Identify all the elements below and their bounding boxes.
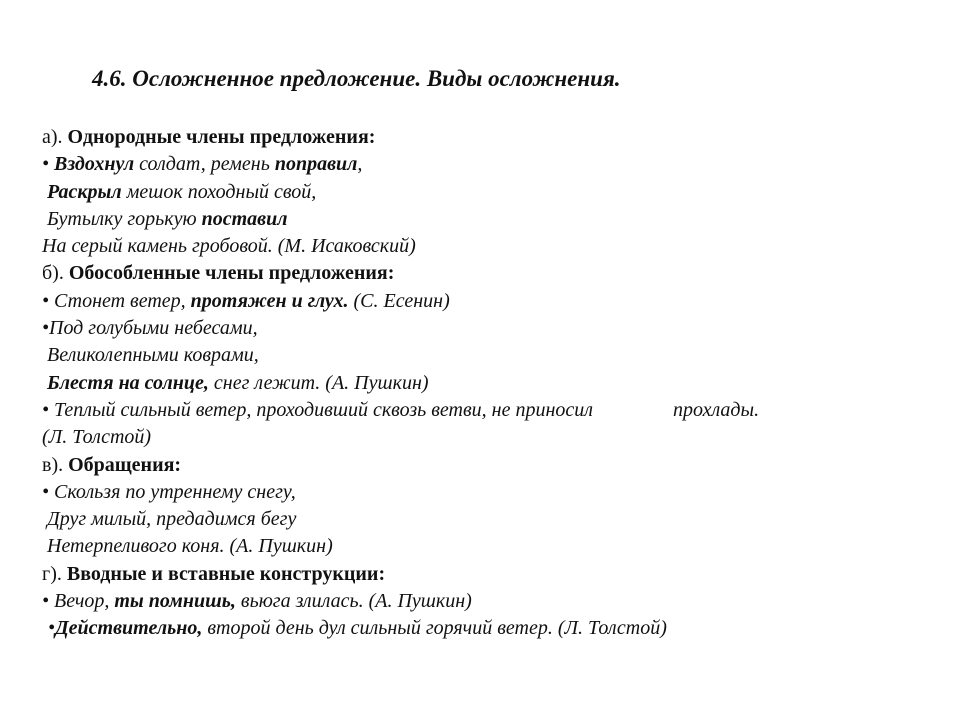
- text: Друг милый, предадимся бегу: [47, 508, 297, 531]
- text: снег лежит. (А. Пушкин): [208, 371, 429, 394]
- text: Великолепными коврами,: [47, 344, 259, 367]
- example-line: [42, 206, 922, 233]
- text: ,: [357, 153, 363, 176]
- text: солдат, ремень: [134, 153, 275, 176]
- section-marker: в).: [42, 453, 64, 476]
- section-heading-homogeneous: [42, 124, 922, 151]
- section-heading-isolated: [42, 260, 922, 287]
- example-line: [42, 342, 922, 369]
- example-line: [42, 615, 922, 642]
- section-marker: г).: [42, 562, 62, 585]
- highlight: ты помнишь,: [114, 590, 236, 613]
- text: Нетерпеливого коня. (А. Пушкин): [47, 535, 333, 558]
- content-body: [42, 124, 922, 643]
- text: • Вечор,: [42, 590, 115, 613]
- highlight: поставил: [201, 207, 288, 230]
- text: мешок походный свой,: [121, 180, 317, 203]
- section-marker: б).: [42, 262, 64, 285]
- highlight: протяжен и глух.: [190, 289, 349, 312]
- text: (Л. Толстой): [42, 426, 152, 449]
- section-title: Обособленные члены предложения:: [68, 262, 395, 285]
- example-line: [42, 533, 922, 560]
- section-heading-address: [42, 452, 922, 479]
- bullet: •: [42, 153, 55, 176]
- example-line: [42, 424, 922, 451]
- section-title: Вводные и вставные конструкции:: [66, 562, 386, 585]
- text: •: [48, 617, 56, 640]
- section-title: Однородные члены предложения:: [67, 126, 376, 148]
- example-line: [42, 479, 922, 506]
- section-heading-parenthetical: [42, 561, 922, 588]
- section-title: Обращения:: [68, 453, 182, 476]
- example-line: [42, 151, 922, 178]
- example-line: [42, 315, 922, 342]
- text: • Теплый сильный ветер, проходивший сквозь ветви, не приносил: [42, 398, 593, 421]
- example-line: [42, 179, 922, 206]
- text: •Под голубыми небесами,: [42, 317, 258, 340]
- example-line: [42, 397, 922, 424]
- highlight: Вздохнул: [54, 153, 135, 176]
- text: второй день дул сильный горячий ветер. (Л. Толстой): [202, 617, 667, 640]
- text: • Скользя по утреннему снегу,: [42, 480, 296, 503]
- example-line: [42, 288, 922, 315]
- text: На серый камень гробовой. (М. Исаковский): [42, 235, 416, 258]
- example-line: [42, 370, 922, 397]
- example-line: [42, 506, 922, 533]
- highlight: Действительно,: [55, 617, 203, 640]
- text: вьюга злилась. (А. Пушкин): [235, 590, 472, 613]
- highlight: Раскрыл: [47, 180, 122, 203]
- example-line: [42, 233, 922, 260]
- example-line: [42, 588, 922, 615]
- section-marker: а).: [42, 126, 63, 148]
- text: (С. Есенин): [348, 289, 450, 312]
- text: Бутылку горькую: [47, 207, 202, 230]
- text: прохлады.: [672, 398, 760, 421]
- page-title: 4.6. Осложненное предложение. Виды осложнения.: [92, 66, 621, 91]
- highlight: поправил: [274, 153, 358, 176]
- highlight: Блестя на солнце,: [47, 371, 209, 394]
- text: • Стонет ветер,: [42, 289, 191, 312]
